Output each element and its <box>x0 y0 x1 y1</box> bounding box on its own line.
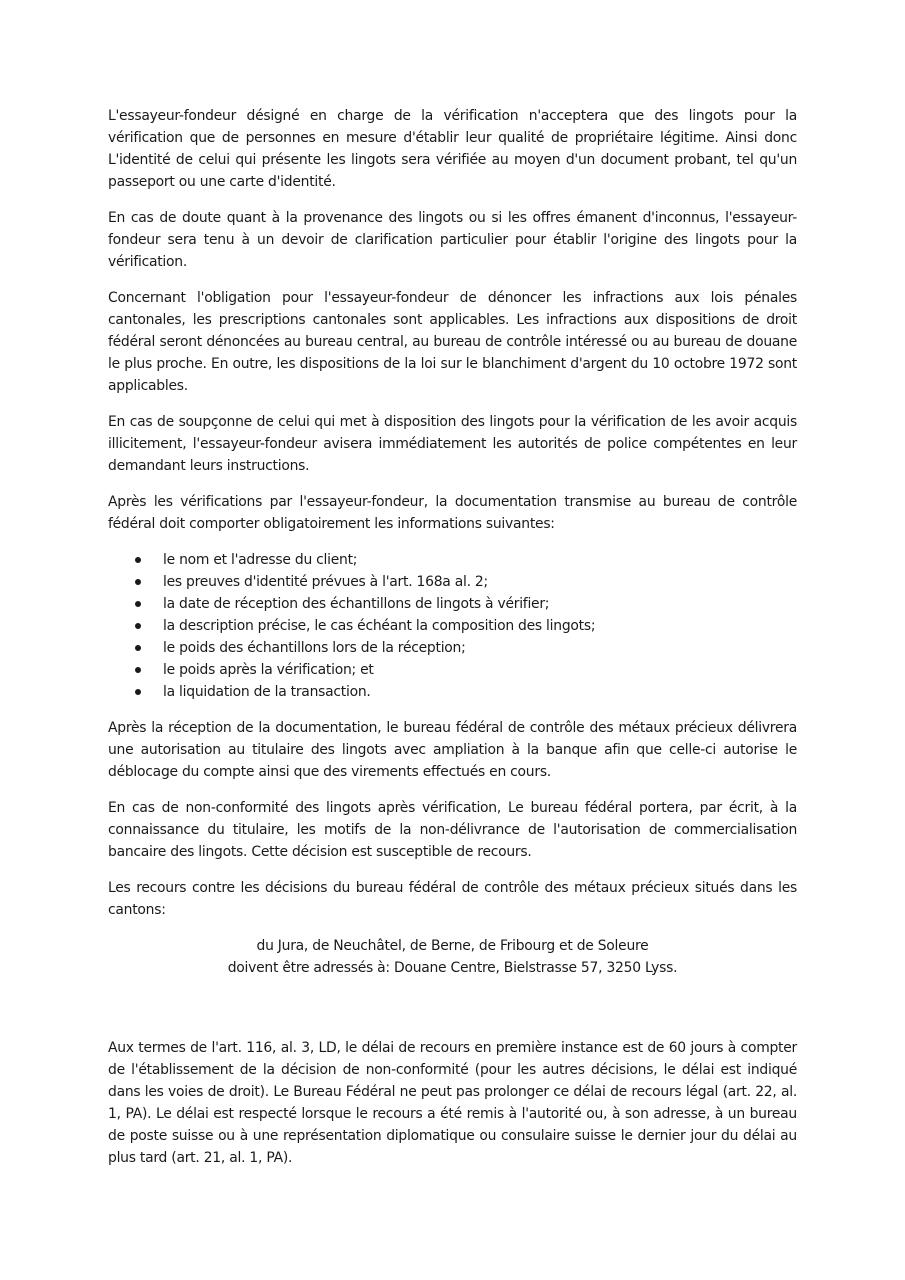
required-information-list <box>108 549 797 703</box>
list-item-text: la date de réception des échantillons de lingots à vérifier; <box>163 596 550 612</box>
bullet-icon <box>135 645 141 651</box>
paragraph-suspicion: En cas de soupçonne de celui qui met à disposition des lingots pour la vérification de les avoir acquis illicitement, l'essayeur-fondeur avisera immédiatement les autorités de police compétentes en leur demandant leurs instructions. <box>108 414 797 474</box>
address-line: doivent être adressés à: Douane Centre, Bielstrasse 57, 3250 Lyss. <box>227 960 678 976</box>
paragraph-verification-identity: L'essayeur-fondeur désigné en charge de la vérification n'acceptera que des lingots pour la vérification que de personnes en mesure d'établir leur qualité de propriétaire légitime. Ainsi donc L'identité de celui qui présente les lingots sera vérifiée au moyen d'un document probant, tel qu'un passeport ou une carte d'identité. <box>108 108 797 190</box>
list-item <box>108 615 797 637</box>
cantons-line: du Jura, de Neuchâtel, de Berne, de Fribourg et de Soleure <box>256 938 649 954</box>
paragraph-documentation-intro: Après les vérifications par l'essayeur-fondeur, la documentation transmise au bureau de contrôle fédéral doit comporter obligatoirement les informations suivantes: <box>108 494 797 532</box>
list-item <box>108 549 797 571</box>
list-item <box>108 659 797 681</box>
list-item-text: le nom et l'adresse du client; <box>163 552 358 568</box>
list-item <box>108 637 797 659</box>
paragraph-authorization: Après la réception de la documentation, le bureau fédéral de contrôle des métaux précieux délivrera une autorisation au titulaire des lingots avec ampliation à la banque afin que celle-ci autorise le déblocage du compte ainsi que des virements effectués en cours. <box>108 720 797 780</box>
appeal-address-block <box>108 935 797 979</box>
paragraph-denunciation: Concernant l'obligation pour l'essayeur-fondeur de dénoncer les infractions aux lois pénales cantonales, les prescriptions cantonales sont applicables. Les infractions aux dispositions de droit fédéral seront dénoncées au bureau central, au bureau de contrôle intéressé ou au bureau de douane le plus proche. En outre, les dispositions de la loi sur le blanchiment d'argent du 10 octobre 1972 sont applicables. <box>108 290 797 394</box>
list-item-text: la liquidation de la transaction. <box>163 684 371 700</box>
bullet-icon <box>135 601 141 607</box>
paragraph-non-conformity: En cas de non-conformité des lingots après vérification, Le bureau fédéral portera, par écrit, à la connaissance du titulaire, les motifs de la non-délivrance de l'autorisation de commercialisation bancaire des lingots. Cette décision est susceptible de recours. <box>108 800 797 860</box>
list-item <box>108 681 797 703</box>
list-item <box>108 571 797 593</box>
bullet-icon <box>135 557 141 563</box>
document-page <box>108 105 797 1183</box>
paragraph-doubt-provenance: En cas de doute quant à la provenance des lingots ou si les offres émanent d'inconnus, l'essayeur-fondeur sera tenu à un devoir de clarification particulier pour établir l'origine des lingots pour la vérification. <box>108 210 797 270</box>
bullet-icon <box>135 689 141 695</box>
list-item-text: le poids des échantillons lors de la réception; <box>163 640 466 656</box>
bullet-icon <box>135 623 141 629</box>
list-item-text: les preuves d'identité prévues à l'art. 168a al. 2; <box>163 574 488 590</box>
bullet-icon <box>135 667 141 673</box>
list-item <box>108 593 797 615</box>
paragraph-appeals-intro: Les recours contre les décisions du bureau fédéral de contrôle des métaux précieux situés dans les cantons: <box>108 880 797 918</box>
list-item-text: le poids après la vérification; et <box>163 662 374 678</box>
list-item-text: la description précise, le cas échéant la composition des lingots; <box>163 618 596 634</box>
bullet-icon <box>135 579 141 585</box>
paragraph-appeal-deadline: Aux termes de l'art. 116, al. 3, LD, le délai de recours en première instance est de 60 jours à compter de l'établissement de la décision de non-conformité (pour les autres décisions, le délai est indiqué dans les voies de droit). Le Bureau Fédéral ne peut pas prolonger ce délai de recours légal (art. 22, al. 1, PA). Le délai est respecté lorsque le recours a été remis à l'autorité ou, à son adresse, à un bureau de poste suisse ou à une représentation diplomatique ou consulaire suisse le dernier jour du délai au plus tard (art. 21, al. 1, PA). <box>108 1040 797 1166</box>
